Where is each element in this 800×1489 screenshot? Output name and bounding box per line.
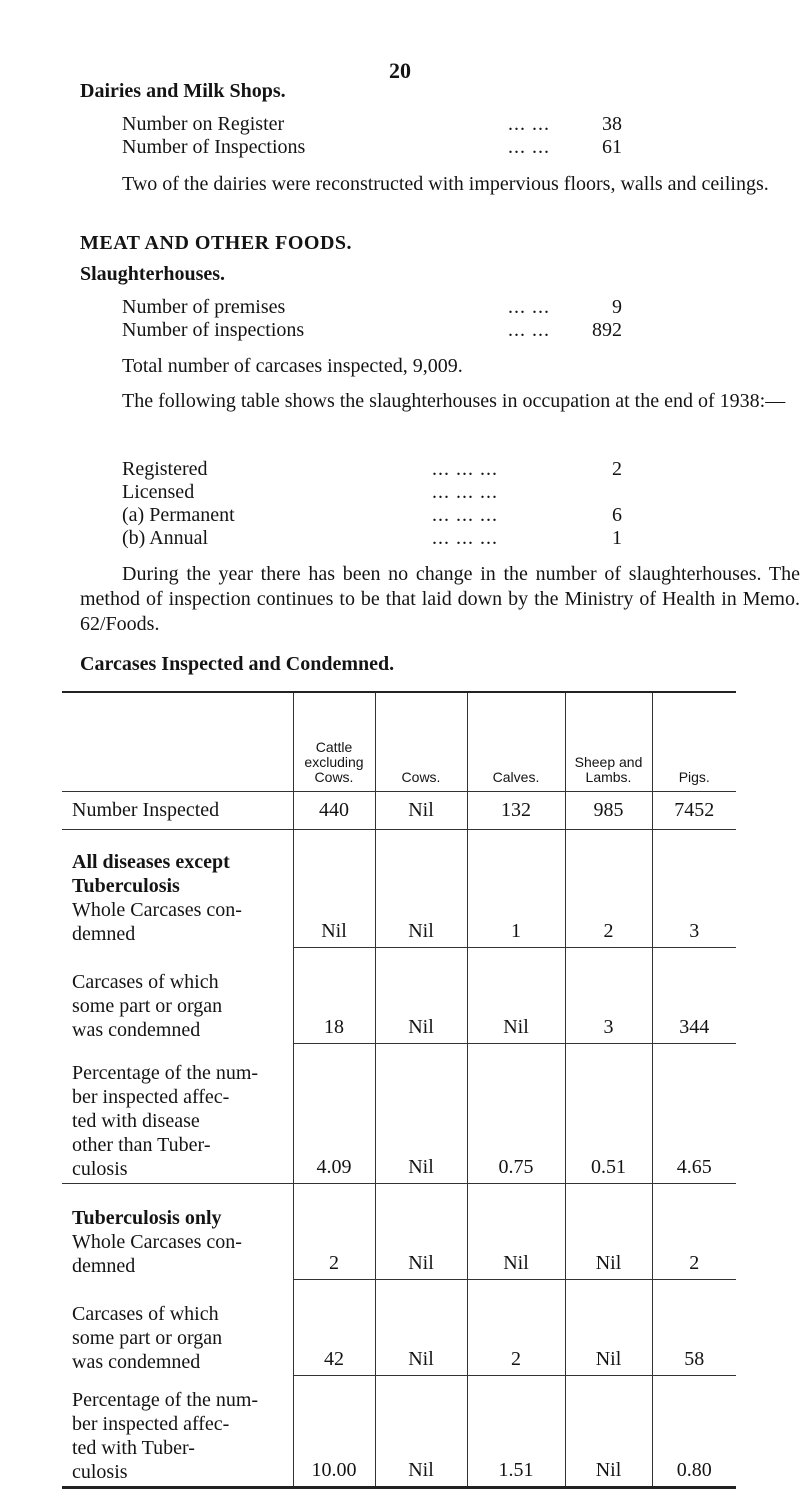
row-dots: ... ... — [508, 113, 550, 135]
carcases-heading: Carcases Inspected and Condemned. — [80, 653, 395, 675]
occupation-row-registered — [122, 458, 642, 483]
row-label-line: Carcases of which — [72, 1302, 219, 1325]
row-value: 6 — [612, 504, 622, 526]
cell: 4.65 — [652, 1044, 736, 1184]
cell: Nil — [467, 1184, 565, 1280]
cell: Nil — [375, 1184, 467, 1280]
cell: 18 — [293, 948, 375, 1044]
row-dots: ... ... ... — [432, 504, 498, 526]
table-header-row — [62, 692, 736, 792]
row-dots: ... ... — [508, 319, 550, 341]
change-note: During the year there has been no change in the number of slaughterhouses. The method of inspection continues to be that laid down by the Ministry of Health in Memo. 62/Foods. — [80, 563, 800, 635]
row-label: Number of Inspections — [122, 136, 306, 158]
row-label — [62, 830, 293, 948]
header-cattle: Cattle excluding Cows. — [293, 692, 375, 792]
header-calves: Calves. — [467, 692, 565, 792]
meat-heading: MEAT AND OTHER FOODS. — [80, 232, 353, 254]
row-dots: ... ... ... — [432, 527, 498, 549]
premises-row — [122, 296, 642, 321]
row-label-line: Percentage of the num- — [72, 1389, 259, 1411]
cell: Nil — [375, 792, 467, 830]
row-label-line: ber inspected affec- — [72, 1413, 230, 1435]
row-value: 9 — [612, 296, 622, 318]
row-label-line: ber inspected affec- — [72, 1086, 230, 1108]
row-label-line: culosis — [72, 1461, 128, 1483]
cell: 440 — [293, 792, 375, 830]
header-blank — [62, 692, 293, 792]
cell: Nil — [375, 948, 467, 1044]
row-label: Registered — [122, 458, 208, 480]
cell: Nil — [565, 1184, 652, 1280]
row-label — [62, 1280, 293, 1376]
page-number: 20 — [389, 58, 411, 83]
row-label — [62, 1184, 293, 1280]
table-row — [62, 1184, 736, 1280]
cell: 7452 — [652, 792, 736, 830]
occupation-intro: The following table shows the slaughterhouses in occupation at the end of 1938:— — [122, 390, 786, 412]
section-heading: Tuberculosis only — [72, 1206, 222, 1229]
cell: 2 — [467, 1280, 565, 1376]
cell: 3 — [565, 948, 652, 1044]
table-row — [62, 1280, 736, 1376]
row-label — [62, 1044, 293, 1184]
dairies-heading: Dairies and Milk Shops. — [80, 80, 286, 102]
cell: 132 — [467, 792, 565, 830]
dairies-row-register — [122, 113, 642, 138]
row-label-line: ted with disease — [72, 1110, 200, 1132]
cell: Nil — [375, 1280, 467, 1376]
row-label-line: was condemned — [72, 1018, 201, 1041]
cell: 985 — [565, 792, 652, 830]
cell: Nil — [375, 1376, 467, 1488]
row-label-line: other than Tuber- — [72, 1134, 211, 1156]
row-label-line: culosis — [72, 1158, 128, 1180]
slaughterhouses-heading: Slaughterhouses. — [80, 263, 226, 285]
section-heading: All diseases except — [72, 850, 230, 873]
table-row — [62, 792, 736, 830]
carcases-table — [62, 691, 736, 1489]
cell: 4.09 — [293, 1044, 375, 1184]
occupation-row-permanent — [122, 504, 642, 529]
cell: 42 — [293, 1280, 375, 1376]
cell: 0.51 — [565, 1044, 652, 1184]
cell: 1.51 — [467, 1376, 565, 1488]
row-label-line: Carcases of which — [72, 970, 219, 993]
row-label-line: demned — [72, 922, 136, 945]
cell: 10.00 — [293, 1376, 375, 1488]
row-label: Licensed — [122, 481, 195, 503]
cell: 2 — [652, 1184, 736, 1280]
row-value: 892 — [592, 319, 622, 341]
row-label: Number of premises — [122, 296, 286, 318]
cell: Nil — [375, 1044, 467, 1184]
row-label — [62, 948, 293, 1044]
row-label: Number of inspections — [122, 319, 305, 341]
occupation-row-annual — [122, 527, 642, 552]
row-dots: ... ... — [508, 296, 550, 318]
cell: Nil — [467, 948, 565, 1044]
header-sheep: Sheep and Lambs. — [565, 692, 652, 792]
row-label-line: some part or organ — [72, 994, 223, 1017]
row-label: Number Inspected — [62, 792, 293, 830]
row-label: (a) Permanent — [122, 504, 235, 526]
row-dots: ... ... ... — [432, 481, 498, 503]
cell: 344 — [652, 948, 736, 1044]
header-pigs: Pigs. — [652, 692, 736, 792]
row-dots: ... ... ... — [432, 458, 498, 480]
table-row — [62, 830, 736, 948]
row-value: 1 — [612, 527, 622, 549]
cell: Nil — [375, 830, 467, 948]
row-label-line: was condemned — [72, 1350, 201, 1373]
cell: 3 — [652, 830, 736, 948]
cell: Nil — [293, 830, 375, 948]
row-dots: ... ... — [508, 136, 550, 158]
dairies-row-inspections — [122, 136, 642, 161]
inspections-row — [122, 319, 642, 344]
cell: Nil — [565, 1280, 652, 1376]
cell: Nil — [565, 1376, 652, 1488]
cell: 1 — [467, 830, 565, 948]
table-row — [62, 1044, 736, 1184]
cell: 0.75 — [467, 1044, 565, 1184]
cell: 2 — [293, 1184, 375, 1280]
cell: 2 — [565, 830, 652, 948]
header-cows: Cows. — [375, 692, 467, 792]
row-label: Number on Register — [122, 113, 285, 135]
row-label-line: Whole Carcases con- — [72, 898, 242, 921]
table-row — [62, 948, 736, 1044]
total-carcases: Total number of carcases inspected, 9,009. — [122, 355, 463, 377]
row-label-line: ted with Tuber- — [72, 1437, 195, 1459]
row-label-line: Whole Carcases con- — [72, 1230, 242, 1253]
row-label-line: Percentage of the num- — [72, 1062, 259, 1084]
row-label-line: some part or organ — [72, 1326, 223, 1349]
table-row — [62, 1376, 736, 1488]
row-value: 61 — [602, 136, 622, 158]
occupation-row-licensed — [122, 481, 642, 506]
row-label-line: demned — [72, 1254, 136, 1277]
section-heading: Tuberculosis — [72, 874, 180, 897]
row-value: 2 — [612, 458, 622, 480]
cell: 0.80 — [652, 1376, 736, 1488]
row-value: 38 — [602, 113, 622, 135]
cell: 58 — [652, 1280, 736, 1376]
row-label: (b) Annual — [122, 527, 209, 549]
dairies-note: Two of the dairies were reconstructed with impervious floors, walls and ceilings. — [122, 173, 769, 195]
row-label — [62, 1376, 293, 1488]
